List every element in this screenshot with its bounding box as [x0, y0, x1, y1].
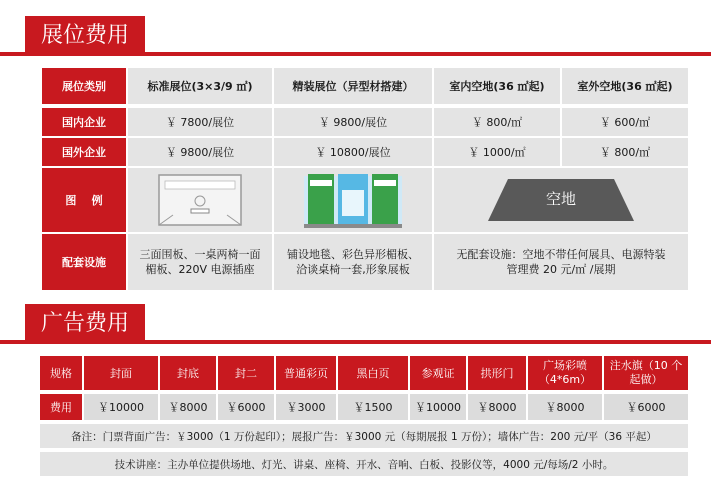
header-standard: 标准展位(3×3/9 ㎡)	[128, 68, 272, 104]
ad-header-inside-cover: 封二	[218, 356, 274, 390]
row-domestic-label: 国内企业	[42, 108, 126, 136]
config-deluxe: 铺设地毯、彩色异形楣板、洽谈桌椅一套,形象展板	[274, 234, 432, 290]
ad-header-bw-page: 黑白页	[338, 356, 408, 390]
ad-price-inside-cover: ￥6000	[218, 394, 274, 420]
ad-price-visitor-pass: ￥10000	[410, 394, 466, 420]
price-domestic-indoor: ￥ 800/㎡	[434, 108, 560, 136]
ad-header-color-page: 普通彩页	[276, 356, 336, 390]
ad-price-back-cover: ￥8000	[160, 394, 216, 420]
row-example-label: 图 例	[42, 168, 126, 232]
example-standard-cell	[128, 168, 272, 232]
empty-space-label: 空地	[545, 190, 576, 208]
ad-price-plaza-spray: ￥8000	[528, 394, 602, 420]
price-domestic-standard: ￥ 7800/展位	[128, 108, 272, 136]
price-foreign-standard: ￥ 9800/展位	[128, 138, 272, 166]
header-outdoor: 室外空地(36 ㎡起)	[562, 68, 688, 104]
config-empty-space: 无配套设施：空地不带任何展具、电源特装管理费 20 元/㎡ /展期	[434, 234, 688, 290]
ad-note-remarks: 备注：门票背面广告：￥3000（1 万份起印）；展报广告：￥3000 元（每期展报 1 万份）；墙体广告：200 元/平（36 平起）	[40, 424, 688, 448]
ad-header-spec: 规格	[40, 356, 82, 390]
header-indoor: 室内空地(36 ㎡起)	[434, 68, 560, 104]
row-config-label: 配套设施	[42, 234, 126, 290]
ad-header-back-cover: 封底	[160, 356, 216, 390]
ad-price-water-flag: ￥6000	[604, 394, 688, 420]
deluxe-booth-image	[298, 170, 408, 230]
price-domestic-outdoor: ￥ 600/㎡	[562, 108, 688, 136]
ad-price-bw-page: ￥1500	[338, 394, 408, 420]
ad-price-cover: ￥10000	[84, 394, 158, 420]
price-foreign-outdoor: ￥ 800/㎡	[562, 138, 688, 166]
ad-note-lecture: 技术讲座：主办单位提供场地、灯光、讲桌、座椅、开水、音响、白板、投影仪等，4000 元/每场/2 小时。	[40, 452, 688, 476]
row-foreign-label: 国外企业	[42, 138, 126, 166]
example-deluxe-cell	[274, 168, 432, 232]
price-foreign-deluxe: ￥ 10800/展位	[274, 138, 432, 166]
section2-title: 广告费用	[25, 304, 145, 344]
header-deluxe: 精装展位（异型材搭建）	[274, 68, 432, 104]
ad-header-plaza-spray: 广场彩喷（4*6m）	[528, 356, 602, 390]
ad-price-arch-gate: ￥8000	[468, 394, 526, 420]
price-domestic-deluxe: ￥ 9800/展位	[274, 108, 432, 136]
price-foreign-indoor: ￥ 1000/㎡	[434, 138, 560, 166]
ad-price-color-page: ￥3000	[276, 394, 336, 420]
ad-price-label: 费用	[40, 394, 82, 420]
ad-header-visitor-pass: 参观证	[410, 356, 466, 390]
standard-booth-image	[155, 171, 245, 229]
ad-header-arch-gate: 拱形门	[468, 356, 526, 390]
ad-header-cover: 封面	[84, 356, 158, 390]
header-booth-type: 展位类别	[42, 68, 126, 104]
section1-title: 展位费用	[25, 16, 145, 56]
config-standard: 三面围板、一桌两椅一面楣板、220V 电源插座	[128, 234, 272, 290]
ad-header-water-flag: 注水旗（10 个起做）	[604, 356, 688, 390]
